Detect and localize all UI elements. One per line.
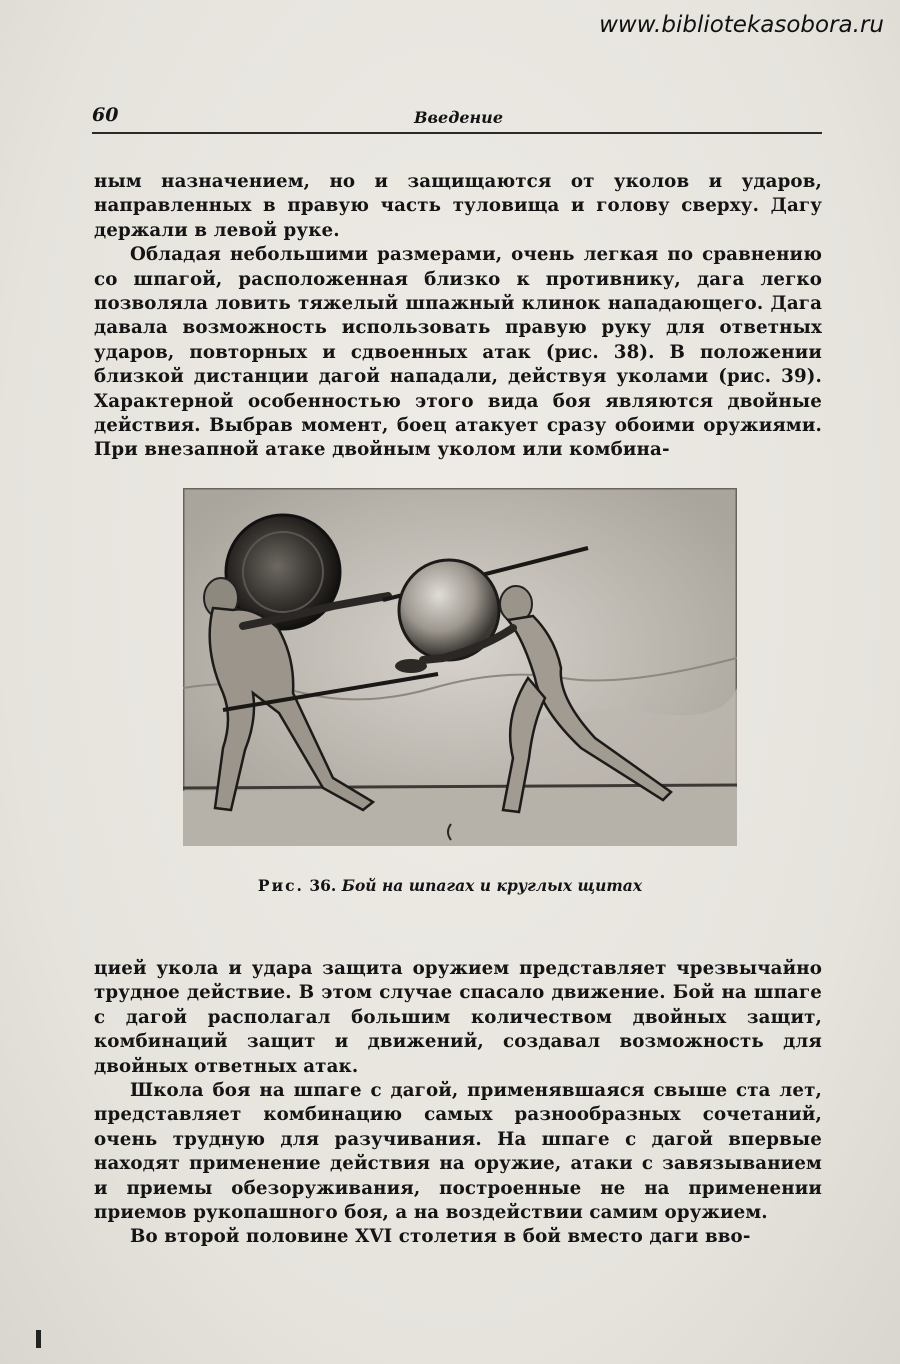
page-number: 60 (92, 104, 119, 126)
page-header (92, 102, 822, 136)
header-rule (92, 132, 822, 134)
caption-title: Бой на шпагах и круглых щитах (341, 876, 643, 895)
watermark-url: www.bibliotekasobora.ru (599, 12, 884, 38)
paragraph: Обладая небольшими размерами, очень легкая по сравнению со шпагой, расположенная близко к противнику, дага легко позволяла ловить тяжелый шпажный клинок нападающего. Дага давала возможность использовать правую руку для ответных ударов, повторных и сдвоенных атак (рис. 38). В положении близкой дистанции дагой нападали, действуя уколами (рис. 39). Характерной особенностью этого вида боя являются двойные действия. Выбрав момент, боец атакует сразу обоими оружиями. При внезапной атаке двойным уколом или комбина- (94, 244, 822, 461)
paragraph: Во второй половине XVI столетия в бой вместо даги вво- (130, 1226, 751, 1248)
caption-number: 36. (309, 876, 337, 895)
figure-illustration (183, 488, 737, 846)
text-block-bottom (94, 957, 822, 1250)
text-block-top (94, 170, 822, 463)
engraving-fencers-image (183, 488, 737, 846)
scan-artifact (36, 1330, 41, 1348)
paragraph: ным назначением, но и защищаются от уколов и ударов, направленных в правую часть туловища и голову сверху. Дагу держали в левой руке. (94, 171, 822, 241)
caption-label: Рис. (257, 876, 304, 895)
figure-caption (0, 876, 900, 895)
running-head: Введение (414, 108, 503, 127)
paragraph: цией укола и удара защита оружием представляет чрезвычайно трудное действие. В этом случае спасало движение. Бой на шпаге с дагой располагал большим количеством двойных защит, комбинаций защит и движений, создавал возможность для двойных ответных атак. (94, 958, 822, 1077)
paragraph: Школа боя на шпаге с дагой, применявшаяся свыше ста лет, представляет комбинацию самых разнообразных сочетаний, очень трудную для разучивания. На шпаге с дагой впервые находят применение действия на оружие, атаки с завязыванием и приемы обезоруживания, построенные не на применении приемов рукопашного боя, а на воздействии самим оружием. (94, 1080, 822, 1224)
